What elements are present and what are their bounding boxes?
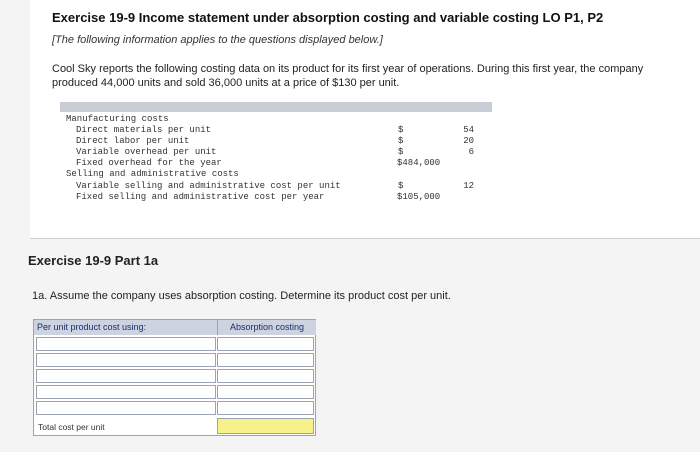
- variable-overhead-value: 6: [468, 147, 474, 157]
- fixed-selling-value: $105,000: [397, 192, 441, 202]
- cost-amount-input-3[interactable]: [217, 369, 314, 383]
- cost-item-input-5[interactable]: [36, 401, 216, 415]
- cost-item-input-1[interactable]: [36, 337, 216, 351]
- variable-selling-symbol: $: [398, 181, 404, 191]
- fixed-selling-label: Fixed selling and administrative cost per year: [76, 192, 325, 202]
- selling-heading: Selling and administrative costs: [66, 169, 239, 179]
- direct-materials-label: Direct materials per unit: [76, 125, 212, 135]
- cost-amount-input-5[interactable]: [217, 401, 314, 415]
- total-cost-label: Total cost per unit: [38, 422, 105, 432]
- direct-labor-symbol: $: [398, 136, 404, 146]
- variable-selling-value: 12: [463, 181, 474, 191]
- cost-item-input-4[interactable]: [36, 385, 216, 399]
- col-header-per-unit: Per unit product cost using:: [34, 320, 217, 335]
- cost-data-table: [60, 102, 492, 210]
- cost-amount-input-2[interactable]: [217, 353, 314, 367]
- cost-item-input-3[interactable]: [36, 369, 216, 383]
- problem-panel: [30, 0, 700, 239]
- variable-overhead-symbol: $: [398, 147, 404, 157]
- direct-labor-value: 20: [463, 136, 474, 146]
- info-note: [The following information applies to the questions displayed below.]: [52, 34, 383, 46]
- fixed-overhead-label: Fixed overhead for the year: [76, 158, 222, 168]
- fixed-overhead-value: $484,000: [397, 158, 441, 168]
- total-cost-input[interactable]: [217, 418, 314, 434]
- variable-selling-label: Variable selling and administrative cost per unit: [76, 181, 341, 191]
- question-text: 1a. Assume the company uses absorption costing. Determine its product cost per unit.: [32, 290, 451, 302]
- direct-labor-label: Direct labor per unit: [76, 136, 190, 146]
- intro-text: Cool Sky reports the following costing data on its product for its first year of operations. During this first year, the company produced 44,000 units and sold 36,000 units at a price of $130 per unit.: [52, 63, 644, 89]
- direct-materials-value: 54: [463, 125, 474, 135]
- variable-overhead-label: Variable overhead per unit: [76, 147, 217, 157]
- answer-table: [33, 319, 316, 436]
- cost-item-input-2[interactable]: [36, 353, 216, 367]
- direct-materials-symbol: $: [398, 125, 404, 135]
- col-header-absorption: Absorption costing: [217, 320, 316, 335]
- part-title: Exercise 19-9 Part 1a: [28, 253, 159, 268]
- cost-amount-input-1[interactable]: [217, 337, 314, 351]
- cost-data-header-bar: [60, 102, 492, 112]
- cost-amount-input-4[interactable]: [217, 385, 314, 399]
- exercise-title: Exercise 19-9 Income statement under absorption costing and variable costing LO P1, P2: [52, 10, 604, 25]
- manufacturing-heading: Manufacturing costs: [66, 114, 169, 124]
